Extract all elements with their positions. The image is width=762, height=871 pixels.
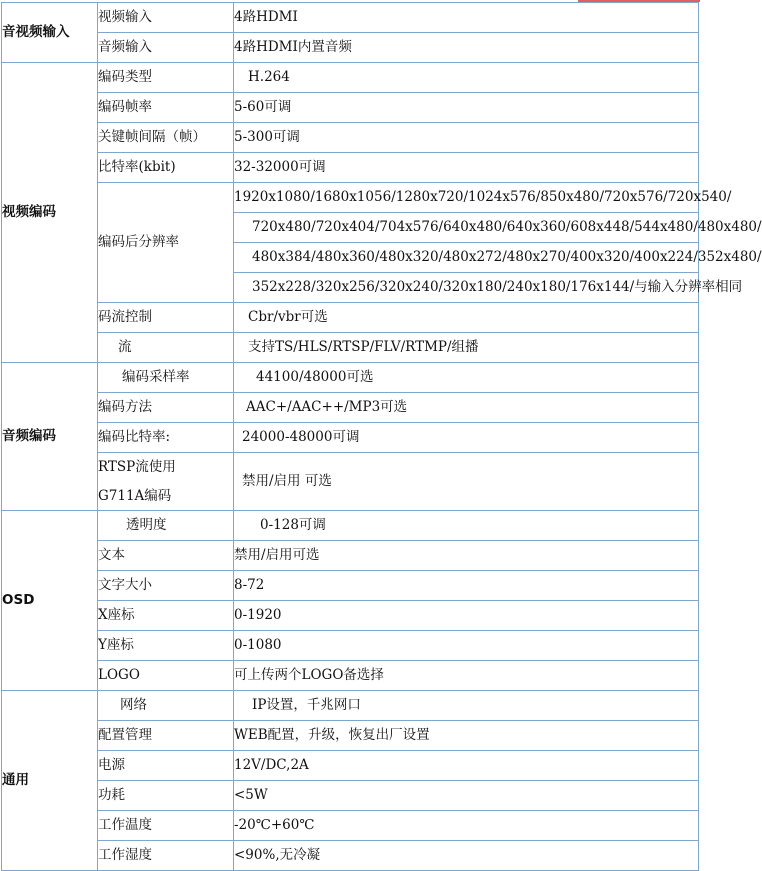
table-row	[2, 363, 699, 393]
param-name: 功耗	[98, 781, 234, 811]
param-name: X座标	[98, 601, 234, 631]
param-name: 文本	[98, 541, 234, 571]
param-value: WEB配置，升级，恢复出厂设置	[234, 721, 699, 751]
param-value: 44100/48000可选	[234, 363, 699, 393]
category-cell: 音频编码	[2, 363, 98, 511]
category-cell: 通用	[2, 691, 98, 871]
param-name: 流	[98, 333, 234, 363]
param-name: 编码采样率	[98, 363, 234, 393]
param-name: 电源	[98, 751, 234, 781]
param-value: AAC+/AAC++/MP3可选	[234, 393, 699, 423]
param-name: LOGO	[98, 661, 234, 691]
table-row	[2, 841, 699, 871]
param-value: 5-300可调	[234, 123, 699, 153]
table-row	[2, 63, 699, 93]
resolution-line: 1920x1080/1680x1056/1280x720/1024x576/850x480/720x576/720x540/	[234, 183, 699, 213]
param-name: 编码后分辨率	[98, 183, 234, 303]
table-row	[2, 453, 699, 511]
table-row	[2, 393, 699, 423]
param-name: 比特率(kbit)	[98, 153, 234, 183]
param-value: <5W	[234, 781, 699, 811]
param-value: Cbr/vbr可选	[234, 303, 699, 333]
param-value: 禁用/启用 可选	[234, 453, 699, 511]
param-name	[98, 453, 234, 511]
param-name: 视频输入	[98, 3, 234, 33]
table-row	[2, 601, 699, 631]
param-value: 8-72	[234, 571, 699, 601]
param-value: 5-60可调	[234, 93, 699, 123]
table-row	[2, 333, 699, 363]
resolution-line: 352x228/320x256/320x240/320x180/240x180/176x144/与输入分辨率相同	[234, 273, 699, 303]
table-row	[2, 183, 699, 213]
param-value: IP设置，千兆网口	[234, 691, 699, 721]
param-name: 文字大小	[98, 571, 234, 601]
table-row	[2, 691, 699, 721]
table-row	[2, 153, 699, 183]
param-name: 音频输入	[98, 33, 234, 63]
table-row	[2, 571, 699, 601]
param-name-line: RTSP流使用	[98, 458, 176, 475]
param-value: 12V/DC,2A	[234, 751, 699, 781]
param-value: 0-1920	[234, 601, 699, 631]
param-value: -20℃+60℃	[234, 811, 699, 841]
resolution-line: 480x384/480x360/480x320/480x272/480x270/400x320/400x224/352x480/	[234, 243, 699, 273]
param-value: 禁用/启用可选	[234, 541, 699, 571]
param-value: 支持TS/HLS/RTSP/FLV/RTMP/组播	[234, 333, 699, 363]
param-name: 编码方法	[98, 393, 234, 423]
category-cell: OSD	[2, 511, 98, 691]
param-value: 0-128可调	[234, 511, 699, 541]
param-value: 32-32000可调	[234, 153, 699, 183]
param-value: 4路HDMI	[234, 3, 699, 33]
param-value: 0-1080	[234, 631, 699, 661]
table-row	[2, 721, 699, 751]
table-row	[2, 123, 699, 153]
table-row	[2, 811, 699, 841]
table-row	[2, 423, 699, 453]
param-value: 可上传两个LOGO备选择	[234, 661, 699, 691]
resolution-line: 720x480/720x404/704x576/640x480/640x360/608x448/544x480/480x480/	[234, 213, 699, 243]
param-name: 配置管理	[98, 721, 234, 751]
table-row	[2, 93, 699, 123]
category-cell: 视频编码	[2, 63, 98, 363]
param-name: 编码比特率:	[98, 423, 234, 453]
param-name: 透明度	[98, 511, 234, 541]
table-row	[2, 3, 699, 33]
param-name: 码流控制	[98, 303, 234, 333]
table-row	[2, 781, 699, 811]
param-name-line: G711A编码	[98, 487, 172, 504]
param-value: 24000-48000可调	[234, 423, 699, 453]
table-row	[2, 541, 699, 571]
param-name: Y座标	[98, 631, 234, 661]
table-row	[2, 303, 699, 333]
param-name: 工作温度	[98, 811, 234, 841]
param-name: 关键帧间隔（帧）	[98, 123, 234, 153]
spec-table	[1, 2, 762, 871]
param-value: 4路HDMI内置音频	[234, 33, 699, 63]
param-name: 编码帧率	[98, 93, 234, 123]
param-name: 编码类型	[98, 63, 234, 93]
param-value: H.264	[234, 63, 699, 93]
table-row	[2, 661, 699, 691]
table-row	[2, 511, 699, 541]
category-cell: 音视频输入	[2, 3, 98, 63]
table-row	[2, 33, 699, 63]
param-name: 工作湿度	[98, 841, 234, 871]
table-row	[2, 631, 699, 661]
param-value: <90%,无冷凝	[234, 841, 699, 871]
param-name: 网络	[98, 691, 234, 721]
table-row	[2, 751, 699, 781]
